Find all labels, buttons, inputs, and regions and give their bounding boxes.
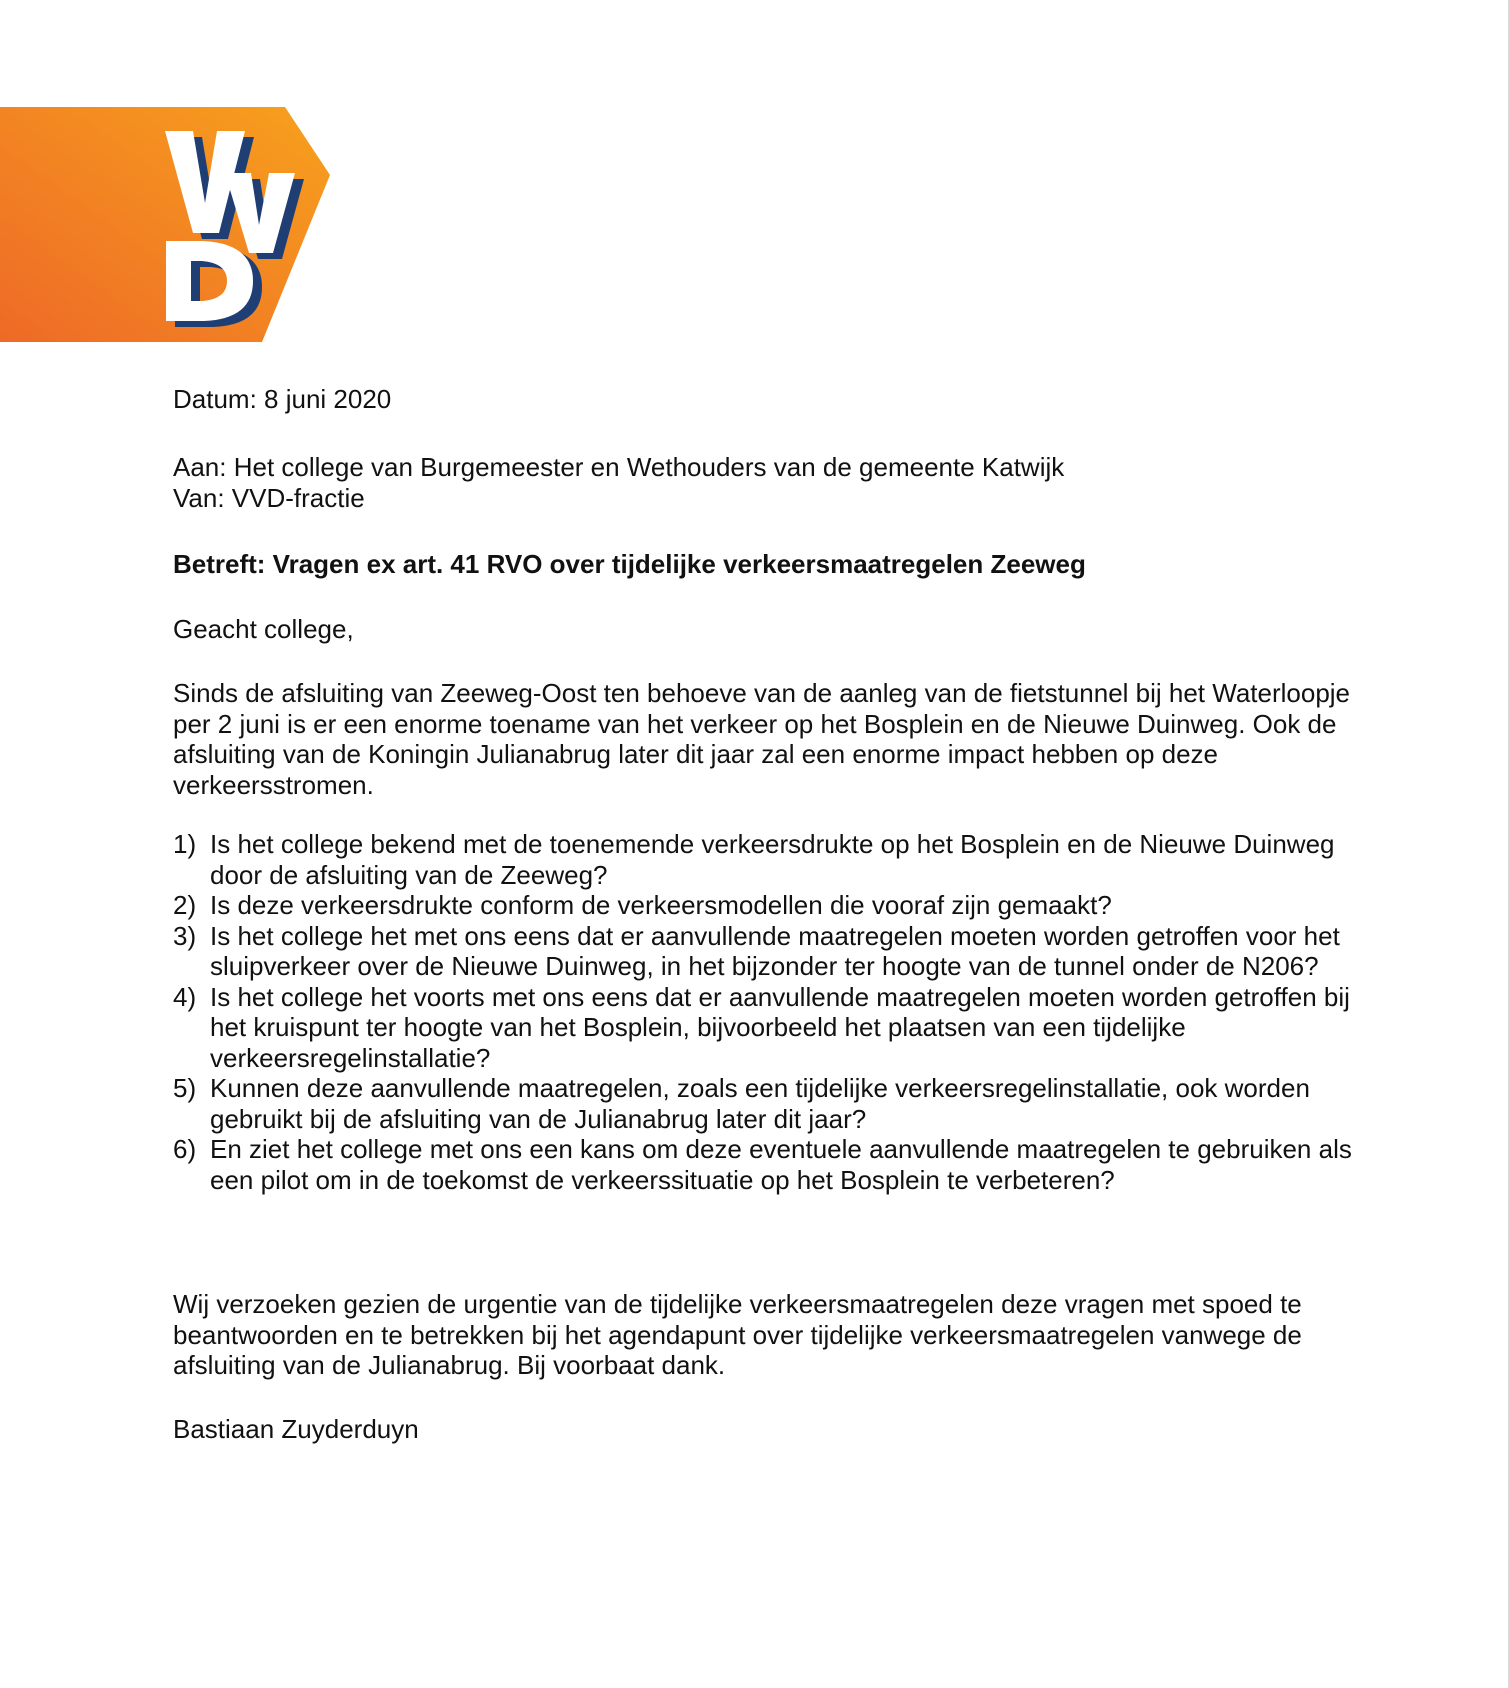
question-text: Is deze verkeersdrukte conform de verkeersmodellen die vooraf zijn gemaakt? — [210, 890, 1112, 920]
letter-recipient: Aan: Het college van Burgemeester en Wethouders van de gemeente Katwijk — [173, 452, 1065, 482]
question-number: 4) — [173, 981, 197, 1012]
letter-intro: Sinds de afsluiting van Zeeweg-Oost ten behoeve van de aanleg van de fietstunnel bij het Waterloopje per 2 juni is er een enorme toename van het verkeer op het Bosplein en de Nieuwe Duinweg. Ook de afsluiting van de Koningin Julianabrug later dit jaar zal een enorme impact hebben op deze verkeersstromen. — [173, 678, 1351, 800]
letter-sender: Van: VVD-fractie — [173, 483, 365, 513]
question-text: Is het college het voorts met ons eens dat er aanvullende maatregelen moeten worden getroffen bij het kruispunt ter hoogte van het Bosplein, bijvoorbeeld het plaatsen van een tijdelijke verkeersregelinstallatie? — [210, 981, 1350, 1073]
question-list — [173, 829, 1353, 1195]
question-item — [173, 890, 1353, 921]
letter-closing: Wij verzoeken gezien de urgentie van de tijdelijke verkeersmaatregelen deze vragen met spoed te beantwoorden en te betrekken bij het agendapunt over tijdelijke verkeersmaatregelen vanwege de afsluiting van de Julianabrug. Bij voorbaat dank. — [173, 1289, 1302, 1380]
question-text: En ziet het college met ons een kans om deze eventuele aanvullende maatregelen te gebruiken als een pilot om in de toekomst de verkeerssituatie op het Bosplein te verbeteren? — [210, 1134, 1352, 1195]
question-text: Kunnen deze aanvullende maatregelen, zoals een tijdelijke verkeersregelinstallatie, ook worden gebruikt bij de afsluiting van de Julianabrug later dit jaar? — [210, 1073, 1310, 1134]
question-item — [173, 829, 1353, 890]
question-text: Is het college bekend met de toenemende verkeersdrukte op het Bosplein en de Nieuwe Duinweg door de afsluiting van de Zeeweg? — [210, 829, 1335, 890]
question-number: 2) — [173, 890, 197, 920]
letter-date: Datum: 8 juni 2020 — [173, 384, 392, 414]
question-item — [173, 982, 1353, 1074]
question-item — [173, 1134, 1353, 1195]
question-number: 1) — [173, 829, 197, 859]
question-text: Is het college het met ons eens dat er aanvullende maatregelen moeten worden getroffen voor het sluipverkeer over de Nieuwe Duinweg, in het bijzonder ter hoogte van de tunnel onder de N206? — [210, 920, 1340, 981]
question-item — [173, 921, 1353, 982]
letter-salutation: Geacht college, — [173, 614, 354, 644]
letter-signature: Bastiaan Zuyderduyn — [173, 1414, 419, 1444]
question-number: 5) — [173, 1073, 197, 1103]
letter-subject: Betreft: Vragen ex art. 41 RVO over tijdelijke verkeersmaatregelen Zeeweg — [173, 549, 1086, 579]
question-item — [173, 1073, 1353, 1134]
question-number: 3) — [173, 920, 197, 951]
question-number: 6) — [173, 1134, 197, 1164]
vvd-logo — [0, 107, 330, 342]
